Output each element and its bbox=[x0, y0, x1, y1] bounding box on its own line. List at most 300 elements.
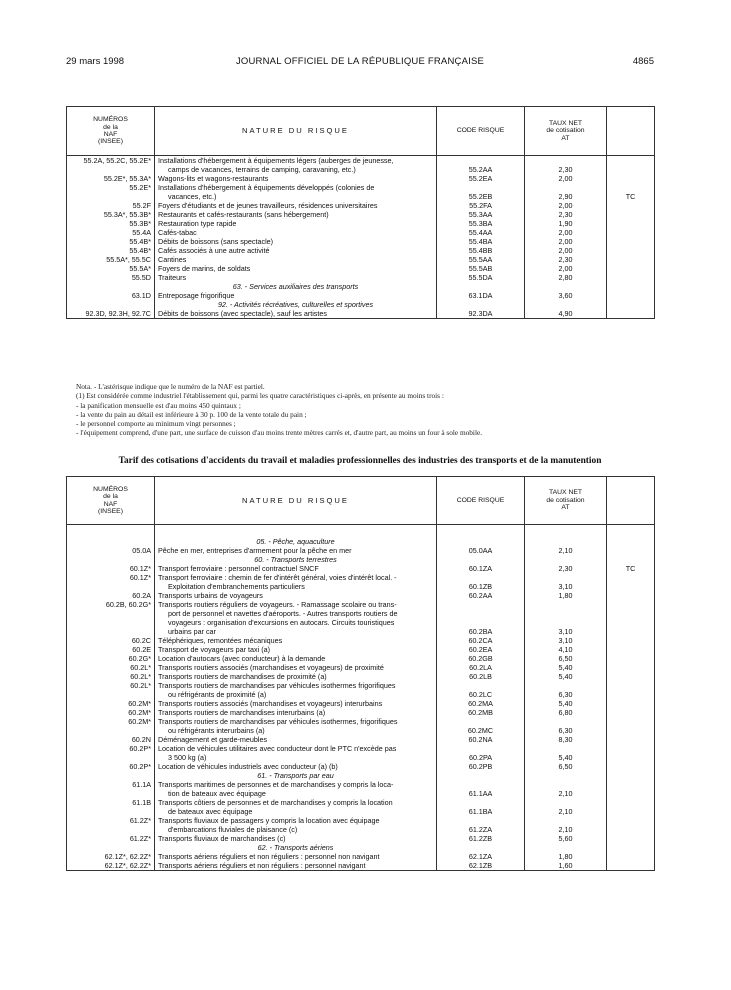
risk-code: 61.1BA bbox=[468, 807, 493, 816]
table-row bbox=[67, 273, 655, 282]
extra-cell bbox=[607, 717, 655, 735]
rate-cell bbox=[525, 573, 607, 591]
nature-line: Restaurants et cafés-restaurants (sans hébergement) bbox=[158, 210, 329, 219]
col-header-naf-line: de la bbox=[103, 493, 118, 501]
rate-value: 2,00 bbox=[558, 201, 573, 210]
extra-cell bbox=[607, 654, 655, 663]
header-journal-title: JOURNAL OFFICIEL DE LA RÉPUBLIQUE FRANÇAISE bbox=[235, 56, 485, 67]
nature-cell bbox=[155, 717, 437, 735]
nature-line: Transports routiers de marchandises par véhicules isothermes, frigorifiques bbox=[158, 717, 398, 726]
page-header bbox=[66, 56, 654, 70]
risk-code: 62.1ZA bbox=[468, 852, 493, 861]
col-header-nature: NATURE DU RISQUE bbox=[155, 107, 437, 156]
rate-value: 4,90 bbox=[558, 309, 573, 318]
naf-cell: 61.2Z* bbox=[67, 834, 155, 843]
nature-line: vacances, etc.) bbox=[168, 192, 217, 201]
col-header-rate-line: AT bbox=[561, 134, 570, 142]
rate-value: 2,80 bbox=[558, 273, 573, 282]
extra-cell bbox=[607, 852, 655, 861]
extra-cell bbox=[607, 282, 655, 291]
tariff-table-1 bbox=[66, 106, 655, 319]
naf-cell: 60.2L* bbox=[67, 663, 155, 672]
rate-value: 2,00 bbox=[558, 264, 573, 273]
nature-line: Location de véhicules utilitaires avec conducteur dont le PTC n'excède pas bbox=[158, 744, 397, 753]
risk-code: 55.2EA bbox=[468, 174, 493, 183]
nature-line: ou réfrigérants de proximité (a) bbox=[168, 690, 267, 699]
naf-cell: 55.4B* bbox=[67, 246, 155, 255]
section-heading: 60. - Transports terrestres bbox=[155, 555, 437, 564]
nature-cell bbox=[155, 210, 437, 219]
note-line: - l'équipement comprend, d'une part, une surface de cuisson d'au moins trente mètres carrés et, d'autre part, au moins un four à sole mobile. bbox=[76, 428, 483, 438]
table-row bbox=[67, 264, 655, 273]
nature-cell bbox=[155, 735, 437, 744]
table-row bbox=[67, 309, 655, 319]
table-row bbox=[67, 201, 655, 210]
code-cell bbox=[437, 546, 525, 555]
nature-line: Location de véhicules industriels avec conducteur (a) (b) bbox=[158, 762, 338, 771]
risk-code: 60.2LC bbox=[468, 690, 493, 699]
code-cell bbox=[437, 681, 525, 699]
nature-cell bbox=[155, 708, 437, 717]
rate-value: 2,10 bbox=[558, 546, 573, 555]
code-cell bbox=[437, 636, 525, 645]
code-cell bbox=[437, 228, 525, 237]
nature-line: Transports côtiers de personnes et de marchandises y compris la location bbox=[158, 798, 393, 807]
nature-line: Restauration type rapide bbox=[158, 219, 237, 228]
nature-line: Transport ferroviaire : chemin de fer d'intérêt général, voies d'intérêt local. - bbox=[158, 573, 397, 582]
section-heading: 61. - Transports par eau bbox=[155, 771, 437, 780]
naf-cell: 63.1D bbox=[67, 291, 155, 300]
section-heading: 63. - Services auxiliaires des transports bbox=[155, 282, 437, 291]
nature-cell bbox=[155, 852, 437, 861]
table-row bbox=[67, 210, 655, 219]
nature-cell bbox=[155, 591, 437, 600]
nature-cell bbox=[155, 309, 437, 319]
code-cell bbox=[437, 573, 525, 591]
nature-line: d'embarcations fluviales de plaisance (c) bbox=[168, 825, 298, 834]
rate-value: 6,80 bbox=[558, 708, 573, 717]
rate-cell bbox=[525, 546, 607, 555]
nature-cell bbox=[155, 573, 437, 591]
table-row bbox=[67, 183, 655, 201]
risk-code: 60.2PB bbox=[468, 762, 493, 771]
nature-cell bbox=[155, 861, 437, 871]
nature-line: voyageurs : organisation d'excursions en autocars. Circuits touristiques bbox=[168, 618, 395, 627]
risk-code: 55.3BA bbox=[468, 219, 493, 228]
rate-value: 5,40 bbox=[558, 753, 573, 762]
rate-value: 2,10 bbox=[558, 789, 573, 798]
rate-value: 3,10 bbox=[558, 582, 573, 591]
rate-cell bbox=[525, 672, 607, 681]
extra-cell bbox=[607, 816, 655, 834]
table-row bbox=[67, 780, 655, 798]
notes-block bbox=[76, 382, 656, 438]
extra-cell bbox=[607, 762, 655, 771]
naf-cell bbox=[67, 771, 155, 780]
col-header-rate bbox=[525, 477, 607, 525]
nature-line: Débits de boissons (sans spectacle) bbox=[158, 237, 274, 246]
table-row bbox=[67, 219, 655, 228]
risk-code: 62.1ZB bbox=[468, 861, 493, 870]
nature-line: Transports routiers associés (marchandises et voyageurs) interurbains bbox=[158, 699, 383, 708]
nature-cell bbox=[155, 663, 437, 672]
code-cell bbox=[437, 174, 525, 183]
nature-cell bbox=[155, 264, 437, 273]
rate-value: 2,30 bbox=[558, 165, 573, 174]
naf-cell: 60.2G* bbox=[67, 654, 155, 663]
code-cell bbox=[437, 219, 525, 228]
code-cell bbox=[437, 564, 525, 573]
rate-value: 4,10 bbox=[558, 645, 573, 654]
extra-cell bbox=[607, 228, 655, 237]
rate-cell bbox=[525, 264, 607, 273]
code-cell bbox=[437, 291, 525, 300]
risk-code: 60.2EA bbox=[468, 645, 493, 654]
extra-cell bbox=[607, 645, 655, 654]
code-cell bbox=[437, 237, 525, 246]
rate-value: 2,10 bbox=[558, 807, 573, 816]
rate-cell bbox=[525, 699, 607, 708]
code-cell bbox=[437, 183, 525, 201]
code-cell bbox=[437, 537, 525, 546]
risk-code: 55.2EB bbox=[468, 192, 493, 201]
rate-value: 2,00 bbox=[558, 228, 573, 237]
naf-cell: 62.1Z*, 62.2Z* bbox=[67, 861, 155, 871]
nature-cell bbox=[155, 672, 437, 681]
nature-cell bbox=[155, 600, 437, 636]
naf-cell: 55.3B* bbox=[67, 219, 155, 228]
risk-code: 92.3DA bbox=[468, 309, 493, 318]
note-line: - la vente du pain au détail est inférieure à 30 p. 100 de la vente totale du pain ; bbox=[76, 409, 307, 419]
rate-value: 2,10 bbox=[558, 825, 573, 834]
extra-cell bbox=[607, 591, 655, 600]
nature-cell bbox=[155, 291, 437, 300]
nature-cell bbox=[155, 183, 437, 201]
code-cell bbox=[437, 771, 525, 780]
col-header-naf-line: (INSEE) bbox=[98, 507, 123, 515]
naf-cell: 60.2B, 60.2G* bbox=[67, 600, 155, 636]
rate-cell bbox=[525, 300, 607, 309]
table-row bbox=[67, 762, 655, 771]
extra-cell bbox=[607, 546, 655, 555]
extra-cell bbox=[607, 600, 655, 636]
nature-cell bbox=[155, 681, 437, 699]
code-cell bbox=[437, 600, 525, 636]
tariff-table-2 bbox=[66, 476, 655, 871]
code-cell bbox=[437, 717, 525, 735]
risk-code: 63.1DA bbox=[468, 291, 493, 300]
col-header-rate-line: TAUX NET bbox=[548, 119, 583, 127]
table-row bbox=[67, 573, 655, 591]
risk-code: 61.1AA bbox=[468, 789, 493, 798]
table-row bbox=[67, 861, 655, 871]
spacer-cell bbox=[155, 525, 437, 538]
code-cell bbox=[437, 156, 525, 175]
rate-cell bbox=[525, 645, 607, 654]
table-row bbox=[67, 816, 655, 834]
nature-line: Déménagement et garde-meubles bbox=[158, 735, 268, 744]
nature-line: Pêche en mer, entreprises d'armement pour la pêche en mer bbox=[158, 546, 352, 555]
col-header-code: CODE RISQUE bbox=[437, 477, 525, 525]
naf-cell bbox=[67, 300, 155, 309]
nature-line: Location d'autocars (avec conducteur) à la demande bbox=[158, 654, 326, 663]
extra-cell bbox=[607, 300, 655, 309]
nature-line: Transports routiers de marchandises de proximité (a) bbox=[158, 672, 327, 681]
naf-cell: 61.2Z* bbox=[67, 816, 155, 834]
rate-value: 2,00 bbox=[558, 237, 573, 246]
table-row bbox=[67, 546, 655, 555]
col-header-naf-line: NUMÉROS bbox=[93, 485, 128, 493]
header-date: 29 mars 1998 bbox=[66, 56, 125, 67]
extra-cell bbox=[607, 174, 655, 183]
naf-cell: 55.5A* bbox=[67, 264, 155, 273]
nature-line: Transports aériens réguliers et non réguliers : personnel navigant bbox=[158, 861, 366, 870]
risk-code: 55.2FA bbox=[469, 201, 492, 210]
code-cell bbox=[437, 210, 525, 219]
col-header-naf-line: NAF bbox=[103, 131, 118, 138]
nature-cell bbox=[155, 273, 437, 282]
table-row bbox=[67, 645, 655, 654]
table-row bbox=[67, 291, 655, 300]
extra-cell bbox=[607, 573, 655, 591]
rate-cell bbox=[525, 681, 607, 699]
extra-cell bbox=[607, 780, 655, 798]
nature-line: Transports routiers de marchandises interurbains (a) bbox=[158, 708, 326, 717]
table-header-row bbox=[67, 107, 655, 156]
rate-cell bbox=[525, 861, 607, 871]
rate-value: 2,00 bbox=[558, 174, 573, 183]
risk-code: 60.1ZA bbox=[468, 564, 493, 573]
naf-cell: 60.2P* bbox=[67, 744, 155, 762]
risk-code: 60.2PA bbox=[468, 753, 493, 762]
code-cell bbox=[437, 591, 525, 600]
naf-cell: 55.2E*, 55.3A* bbox=[67, 174, 155, 183]
table-row bbox=[67, 654, 655, 663]
nature-cell bbox=[155, 744, 437, 762]
rate-value: 1,90 bbox=[558, 219, 573, 228]
risk-code: 60.2CA bbox=[468, 636, 493, 645]
risk-code: 60.2MC bbox=[467, 726, 494, 735]
nature-line: Installations d'hébergement à équipements développés (colonies de bbox=[158, 183, 375, 192]
naf-cell: 55.5A*, 55.5C bbox=[67, 255, 155, 264]
spacer-cell bbox=[525, 525, 607, 538]
risk-code: 55.5AB bbox=[468, 264, 493, 273]
risk-code: 60.2LA bbox=[469, 663, 492, 672]
table-row bbox=[67, 246, 655, 255]
rate-cell bbox=[525, 735, 607, 744]
nature-line: 3 500 kg (a) bbox=[168, 753, 207, 762]
extra-cell bbox=[607, 798, 655, 816]
spacer-cell bbox=[437, 525, 525, 538]
nature-line: tion de bateaux avec équipage bbox=[168, 789, 266, 798]
risk-code: 55.4AA bbox=[468, 228, 493, 237]
table-row bbox=[67, 798, 655, 816]
rate-cell bbox=[525, 273, 607, 282]
rate-cell bbox=[525, 843, 607, 852]
nature-line: Transport de voyageurs par taxi (a) bbox=[158, 645, 270, 654]
nature-line: Installations d'hébergement à équipements légers (auberges de jeunesse, bbox=[158, 156, 394, 165]
nature-cell bbox=[155, 834, 437, 843]
extra-cell bbox=[607, 771, 655, 780]
risk-code: 55.5AA bbox=[468, 255, 493, 264]
naf-cell: 60.1Z* bbox=[67, 573, 155, 591]
table-header-row bbox=[67, 477, 655, 525]
code-cell bbox=[437, 309, 525, 319]
risk-code: 60.2NA bbox=[468, 735, 493, 744]
risk-code: 55.4BB bbox=[468, 246, 493, 255]
col-header-extra bbox=[607, 107, 655, 156]
nature-cell bbox=[155, 174, 437, 183]
section-heading: 05. - Pêche, aquaculture bbox=[155, 537, 437, 546]
rate-cell bbox=[525, 708, 607, 717]
table-row bbox=[67, 228, 655, 237]
rate-cell bbox=[525, 600, 607, 636]
nature-line: Wagons-lits et wagons-restaurants bbox=[158, 174, 269, 183]
risk-code: 60.2BA bbox=[468, 627, 493, 636]
extra-cell bbox=[607, 156, 655, 175]
extra-cell bbox=[607, 255, 655, 264]
rate-value: 3,60 bbox=[558, 291, 573, 300]
naf-cell: 60.2L* bbox=[67, 672, 155, 681]
rate-value: 6,30 bbox=[558, 690, 573, 699]
naf-cell: 60.2N bbox=[67, 735, 155, 744]
table-row bbox=[67, 591, 655, 600]
code-cell bbox=[437, 834, 525, 843]
table-1-body bbox=[67, 156, 655, 319]
rate-value: 5,40 bbox=[558, 663, 573, 672]
nature-line: Cafés associés à une autre activité bbox=[158, 246, 270, 255]
naf-cell bbox=[67, 843, 155, 852]
rate-cell bbox=[525, 744, 607, 762]
nature-cell bbox=[155, 645, 437, 654]
extra-cell bbox=[607, 555, 655, 564]
nature-cell bbox=[155, 228, 437, 237]
col-header-code: CODE RISQUE bbox=[437, 107, 525, 156]
nature-cell bbox=[155, 546, 437, 555]
naf-cell: 60.2A bbox=[67, 591, 155, 600]
col-header-nature: NATURE DU RISQUE bbox=[155, 477, 437, 525]
rate-cell bbox=[525, 780, 607, 798]
rate-value: 6,50 bbox=[558, 762, 573, 771]
extra-cell bbox=[607, 708, 655, 717]
naf-cell: 55.5D bbox=[67, 273, 155, 282]
nature-cell bbox=[155, 156, 437, 175]
code-cell bbox=[437, 663, 525, 672]
rate-value: 2,00 bbox=[558, 246, 573, 255]
rate-value: 6,30 bbox=[558, 726, 573, 735]
risk-code: 60.2LB bbox=[469, 672, 492, 681]
rate-cell bbox=[525, 771, 607, 780]
rate-cell bbox=[525, 798, 607, 816]
nature-cell bbox=[155, 654, 437, 663]
code-cell bbox=[437, 798, 525, 816]
nature-line: Débits de boissons (avec spectacle), sauf les artistes bbox=[158, 309, 327, 318]
rate-cell bbox=[525, 717, 607, 735]
rate-cell bbox=[525, 816, 607, 834]
nature-cell bbox=[155, 564, 437, 573]
nature-line: Téléphériques, remontées mécaniques bbox=[158, 636, 283, 645]
extra-cell bbox=[607, 735, 655, 744]
section-heading: 92. - Activités récréatives, culturelles et sportives bbox=[155, 300, 437, 309]
extra-cell bbox=[607, 843, 655, 852]
code-cell bbox=[437, 273, 525, 282]
section-row bbox=[67, 843, 655, 852]
naf-cell: 60.2C bbox=[67, 636, 155, 645]
nature-line: Foyers d'étudiants et de jeunes travailleurs, résidences universitaires bbox=[158, 201, 378, 210]
table-row bbox=[67, 174, 655, 183]
nature-line: Exploitation d'embranchements particuliers bbox=[168, 582, 305, 591]
spacer-cell bbox=[607, 525, 655, 538]
rate-cell bbox=[525, 282, 607, 291]
naf-cell bbox=[67, 555, 155, 564]
code-cell bbox=[437, 762, 525, 771]
table-row bbox=[67, 237, 655, 246]
nature-cell bbox=[155, 816, 437, 834]
code-cell bbox=[437, 654, 525, 663]
rate-value: 1,80 bbox=[558, 591, 573, 600]
rate-cell bbox=[525, 537, 607, 546]
table-row bbox=[67, 717, 655, 735]
code-cell bbox=[437, 246, 525, 255]
naf-cell: 60.2P* bbox=[67, 762, 155, 771]
rate-cell bbox=[525, 210, 607, 219]
nature-line: urbains par car bbox=[168, 627, 216, 636]
col-header-naf bbox=[67, 477, 155, 525]
col-header-rate-line: AT bbox=[561, 504, 570, 512]
section-row bbox=[67, 282, 655, 291]
rate-cell bbox=[525, 852, 607, 861]
code-cell bbox=[437, 843, 525, 852]
code-cell bbox=[437, 282, 525, 291]
extra-cell bbox=[607, 291, 655, 300]
naf-cell: 55.2E* bbox=[67, 183, 155, 201]
rate-cell bbox=[525, 237, 607, 246]
table-row bbox=[67, 744, 655, 762]
extra-cell bbox=[607, 834, 655, 843]
rate-cell bbox=[525, 255, 607, 264]
section-heading: 62. - Transports aériens bbox=[155, 843, 437, 852]
risk-code: 05.0AA bbox=[468, 546, 493, 555]
nature-line: Transport ferroviaire : personnel contractuel SNCF bbox=[158, 564, 319, 573]
rate-cell bbox=[525, 564, 607, 573]
extra-cell bbox=[607, 699, 655, 708]
table-row bbox=[67, 636, 655, 645]
extra-cell bbox=[607, 537, 655, 546]
risk-code: 61.2ZA bbox=[468, 825, 493, 834]
table-row bbox=[67, 600, 655, 636]
table-2-body bbox=[67, 525, 655, 871]
col-header-rate-line: de cotisation bbox=[546, 127, 585, 135]
table-row bbox=[67, 735, 655, 744]
risk-code: 55.3AA bbox=[468, 210, 493, 219]
rate-value: 2,30 bbox=[558, 564, 573, 573]
risk-code: 60.2MB bbox=[468, 708, 493, 717]
col-header-naf bbox=[67, 107, 155, 156]
rate-value: 1,80 bbox=[558, 852, 573, 861]
rate-cell bbox=[525, 309, 607, 319]
code-cell bbox=[437, 672, 525, 681]
rate-cell bbox=[525, 201, 607, 210]
code-cell bbox=[437, 708, 525, 717]
code-cell bbox=[437, 852, 525, 861]
rate-cell bbox=[525, 762, 607, 771]
nature-cell bbox=[155, 246, 437, 255]
rate-cell bbox=[525, 636, 607, 645]
rate-cell bbox=[525, 591, 607, 600]
table-row bbox=[67, 672, 655, 681]
rate-cell bbox=[525, 156, 607, 175]
rate-value: 5,40 bbox=[558, 672, 573, 681]
